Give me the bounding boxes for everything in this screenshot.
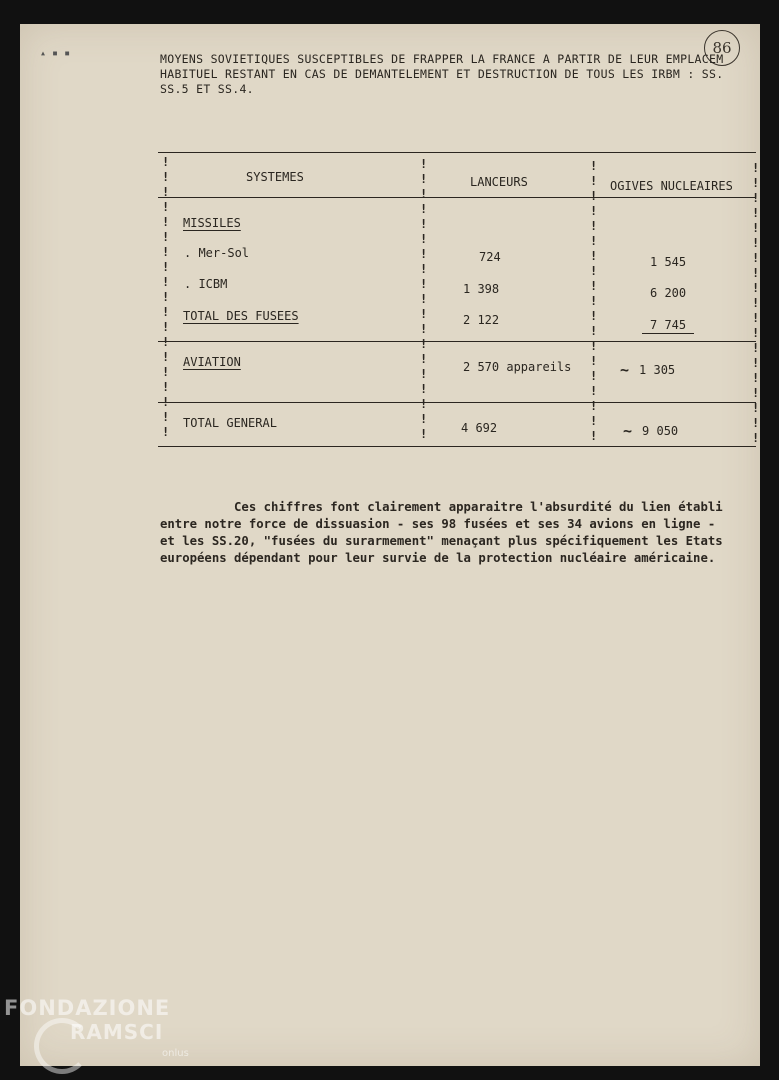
table-border-mark: !: [162, 380, 170, 394]
table-border-mark: !: [162, 275, 170, 289]
table-border-mark: !: [590, 309, 598, 323]
table-border-mark: !: [590, 324, 598, 338]
approx-symbol: ~: [623, 422, 633, 440]
table-border-mark: !: [590, 384, 598, 398]
table-border-mark: !: [590, 189, 598, 203]
cell-icbm-ogives: 6 200: [650, 286, 687, 300]
table-border-mark: !: [420, 397, 428, 411]
weapons-table: [158, 150, 760, 460]
table-border-mark: !: [590, 369, 598, 383]
table-border-mark: !: [752, 401, 760, 415]
header-ogives: OGIVES NUCLEAIRES: [610, 179, 733, 193]
heading-line-3: SS.5 ET SS.4.: [160, 82, 254, 96]
table-border-mark: !: [752, 371, 760, 385]
table-border-mark: !: [752, 221, 760, 235]
table-border-mark: !: [752, 281, 760, 295]
table-border-mark: !: [420, 412, 428, 426]
table-border-mark: !: [162, 350, 170, 364]
table-border-mark: !: [752, 431, 760, 445]
table-border-mark: !: [590, 294, 598, 308]
table-top-rule: [158, 152, 756, 153]
cell-mer-sol-ogives: 1 545: [650, 255, 687, 269]
watermark-line-3: onlus: [162, 1048, 189, 1059]
table-border-mark: !: [752, 356, 760, 370]
table-border-mark: !: [162, 395, 170, 409]
table-border-mark: !: [590, 249, 598, 263]
table-border-mark: !: [162, 245, 170, 259]
row-label-mer-sol: . Mer-Sol: [184, 246, 250, 260]
table-border-mark: !: [420, 247, 428, 261]
table-border-mark: !: [420, 172, 428, 186]
row-label-total-fusees: TOTAL DES FUSEES: [183, 309, 299, 323]
watermark-line-2: RAMSCI: [70, 1020, 164, 1044]
table-border-mark: !: [590, 354, 598, 368]
table-border-mark: !: [590, 279, 598, 293]
document-heading: [160, 52, 760, 97]
cell-total-fusees-lanceurs: 2 122: [463, 313, 500, 327]
table-border-mark: !: [162, 170, 170, 184]
table-border-mark: !: [420, 322, 428, 336]
table-border-mark: !: [162, 185, 170, 199]
table-border-mark: !: [752, 236, 760, 250]
body-paragraph: [160, 499, 760, 567]
table-border-mark: !: [752, 251, 760, 265]
table-border-mark: !: [420, 307, 428, 321]
table-border-mark: !: [420, 427, 428, 441]
table-border-mark: !: [162, 260, 170, 274]
header-bottom-rule: [158, 197, 756, 198]
table-border-mark: !: [162, 425, 170, 439]
page-number-stamp: 86: [704, 30, 740, 66]
table-border-mark: !: [420, 382, 428, 396]
table-border-mark: !: [420, 367, 428, 381]
table-border-mark: !: [590, 219, 598, 233]
watermark-line-1: FONDAZIONE: [4, 996, 171, 1020]
table-bottom-rule: [158, 446, 756, 447]
table-border-mark: !: [420, 337, 428, 351]
cell-total-general-ogives: [623, 423, 678, 438]
cell-total-general-ogives-value: 9 050: [642, 424, 679, 438]
row-label-total-general: TOTAL GENERAL: [183, 416, 277, 430]
table-border-mark: !: [162, 215, 170, 229]
approx-symbol: ~: [620, 361, 630, 379]
scan-speck: ▴ ▪ ▪: [40, 48, 71, 59]
table-border-mark: !: [590, 264, 598, 278]
heading-line-1: MOYENS SOVIETIQUES SUSCEPTIBLES DE FRAPPER LA FRANCE A PARTIR DE LEUR EMPLACEM: [160, 52, 724, 66]
cell-icbm-lanceurs: 1 398: [463, 282, 500, 296]
table-border-mark: !: [420, 232, 428, 246]
table-border-mark: !: [752, 206, 760, 220]
table-border-mark: !: [420, 352, 428, 366]
table-border-mark: !: [420, 157, 428, 171]
missiles-bottom-rule: [158, 341, 756, 342]
paragraph-line-1: Ces chiffres font clairement apparaitre l'absurdité du lien établi: [160, 500, 723, 514]
paragraph-line-3: et les SS.20, "fusées du surarmement" menaçant plus spécifiquement les Etats: [160, 534, 723, 548]
table-border-mark: !: [752, 176, 760, 190]
table-border-mark: !: [420, 262, 428, 276]
table-border-mark: !: [420, 202, 428, 216]
cell-total-general-lanceurs: 4 692: [461, 421, 498, 435]
table-border-mark: !: [752, 326, 760, 340]
paragraph-line-2: entre notre force de dissuasion - ses 98 fusées et ses 34 avions en ligne -: [160, 517, 716, 531]
table-border-mark: !: [590, 204, 598, 218]
table-border-mark: !: [162, 410, 170, 424]
fondazione-gramsci-watermark: [4, 992, 204, 1072]
table-border-mark: !: [420, 277, 428, 291]
table-border-mark: !: [752, 311, 760, 325]
table-border-mark: !: [590, 399, 598, 413]
table-border-mark: !: [162, 335, 170, 349]
table-border-mark: !: [162, 320, 170, 334]
table-border-mark: !: [752, 266, 760, 280]
table-border-mark: !: [162, 200, 170, 214]
table-border-mark: !: [162, 230, 170, 244]
table-border-mark: !: [752, 341, 760, 355]
header-systemes: SYSTEMES: [246, 170, 304, 184]
row-label-icbm: . ICBM: [184, 277, 228, 291]
table-border-mark: !: [752, 386, 760, 400]
table-border-mark: !: [752, 416, 760, 430]
table-border-mark: !: [752, 296, 760, 310]
row-label-missiles: MISSILES: [183, 216, 241, 230]
cell-aviation-lanceurs: 2 570 appareils: [463, 360, 572, 374]
table-border-mark: !: [590, 414, 598, 428]
table-border-mark: !: [590, 234, 598, 248]
total-fusees-underline: [642, 333, 694, 334]
table-border-mark: !: [590, 429, 598, 443]
paragraph-line-4: européens dépendant pour leur survie de la protection nucléaire américaine.: [160, 551, 716, 565]
table-border-mark: !: [420, 292, 428, 306]
table-border-mark: !: [752, 161, 760, 175]
header-lanceurs: LANCEURS: [470, 175, 528, 189]
table-border-mark: !: [590, 159, 598, 173]
cell-aviation-ogives: [620, 362, 675, 377]
heading-line-2: HABITUEL RESTANT EN CAS DE DEMANTELEMENT ET DESTRUCTION DE TOUS LES IRBM : SS.: [160, 67, 724, 81]
cell-mer-sol-lanceurs: 724: [479, 250, 501, 264]
table-border-mark: !: [162, 305, 170, 319]
table-border-mark: !: [590, 339, 598, 353]
table-border-mark: !: [752, 191, 760, 205]
table-border-mark: !: [420, 217, 428, 231]
table-border-mark: !: [162, 365, 170, 379]
table-border-mark: !: [420, 187, 428, 201]
cell-aviation-ogives-value: 1 305: [639, 363, 676, 377]
table-border-mark: !: [590, 174, 598, 188]
cell-total-fusees-ogives: 7 745: [650, 318, 687, 332]
table-border-mark: !: [162, 155, 170, 169]
table-border-mark: !: [162, 290, 170, 304]
aviation-bottom-rule: [158, 402, 756, 403]
row-label-aviation: AVIATION: [183, 355, 241, 369]
